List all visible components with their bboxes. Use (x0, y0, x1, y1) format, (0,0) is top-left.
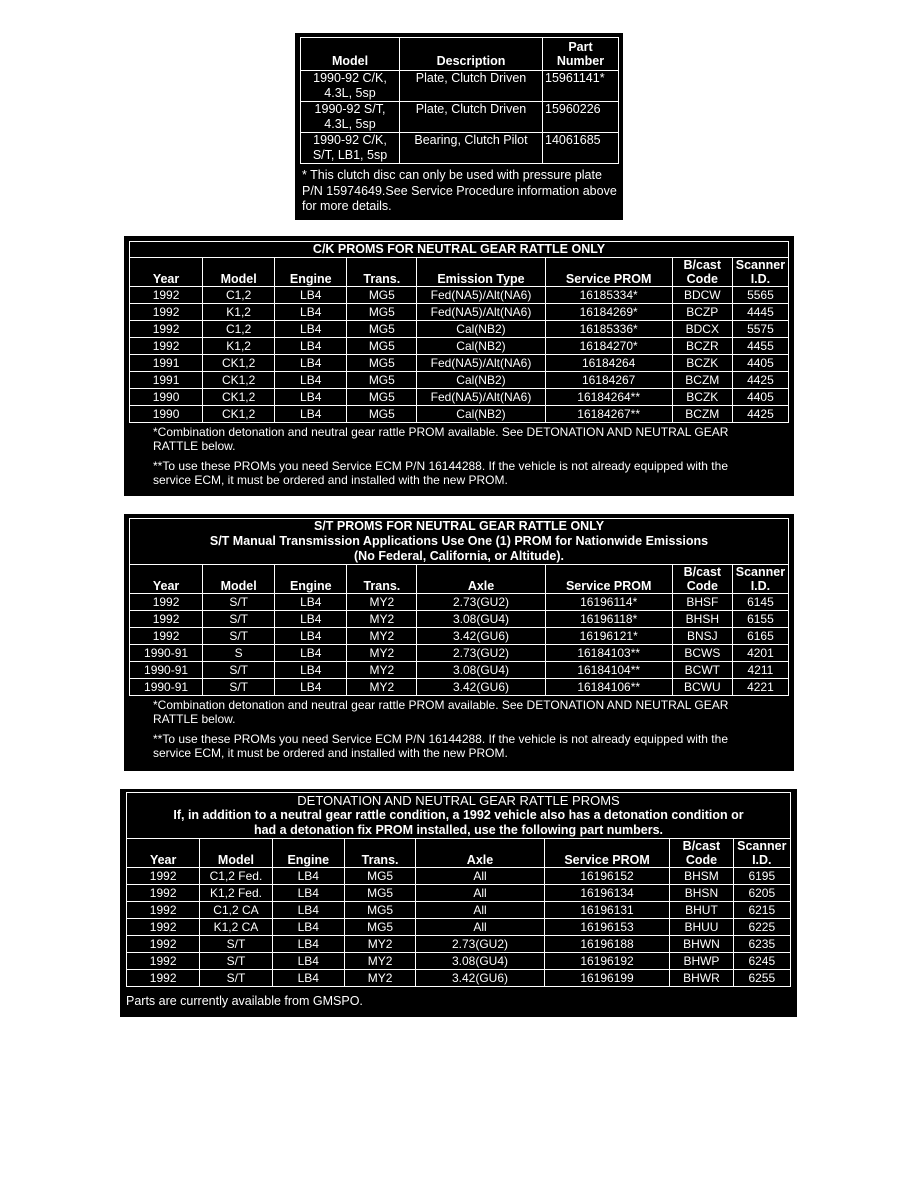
table-cell: MY2 (347, 645, 417, 662)
header-year: Year (127, 839, 200, 868)
table-cell: 1992 (127, 902, 200, 919)
table-cell: 1990-91 (130, 645, 203, 662)
table-row (130, 287, 789, 304)
table-cell: All (416, 902, 545, 919)
table-cell: BHUT (670, 902, 733, 919)
table-cell: LB4 (275, 372, 347, 389)
table-cell: 1990-92 C/K, S/T, LB1, 5sp (301, 133, 400, 164)
header-service-prom: Service PROM (545, 565, 672, 594)
table-cell: LB4 (275, 611, 347, 628)
table-cell: 1990 (130, 406, 203, 423)
table-row (130, 338, 789, 355)
table-cell: BCWS (672, 645, 732, 662)
table-cell: MG5 (344, 902, 415, 919)
clutch-note: * This clutch disc can only be used with pressure plate P/N 15974649.See Service Procedure information above for more details. (302, 168, 617, 213)
table-cell: 16196188 (544, 936, 670, 953)
clutch-parts-table (300, 37, 619, 164)
table-cell: 6225 (733, 919, 790, 936)
ck-proms-box (124, 236, 794, 496)
table-cell: LB4 (272, 953, 344, 970)
table-cell: K1,2 (203, 338, 275, 355)
table-cell: LB4 (272, 885, 344, 902)
table-cell: 6245 (733, 953, 790, 970)
clutch-header-row (301, 38, 619, 71)
table-cell: BHSM (670, 868, 733, 885)
table-cell: 16196131 (544, 902, 670, 919)
table-row (130, 321, 789, 338)
table-cell: 14061685 (543, 133, 619, 164)
header-engine: Engine (275, 565, 347, 594)
header-service-prom: Service PROM (545, 258, 672, 287)
ck-table-body (130, 287, 789, 423)
header-scanner-id: Scanner I.D. (732, 258, 788, 287)
table-row (301, 133, 619, 164)
table-cell: BDCW (672, 287, 732, 304)
table-cell: MG5 (344, 868, 415, 885)
table-cell: MY2 (344, 970, 415, 987)
header-scanner-id: Scanner I.D. (733, 839, 790, 868)
table-row (127, 885, 791, 902)
header-trans: Trans. (347, 258, 417, 287)
table-cell: 1992 (130, 338, 203, 355)
table-cell: LB4 (275, 304, 347, 321)
table-cell: 16185334* (545, 287, 672, 304)
table-cell: LB4 (275, 662, 347, 679)
table-cell: C1,2 (203, 321, 275, 338)
table-row (130, 611, 789, 628)
det-title-block (127, 793, 791, 839)
header-axle: Axle (417, 565, 545, 594)
table-cell: S (203, 645, 275, 662)
table-cell: 6215 (733, 902, 790, 919)
table-cell: MG5 (344, 885, 415, 902)
table-cell: 2.73(GU2) (417, 594, 545, 611)
table-cell: 16196153 (544, 919, 670, 936)
table-cell: 1990-92 C/K, 4.3L, 5sp (301, 71, 400, 102)
table-cell: Plate, Clutch Driven (400, 102, 543, 133)
table-cell: 4425 (732, 372, 788, 389)
table-cell: BCZK (672, 389, 732, 406)
table-cell: 3.08(GU4) (416, 953, 545, 970)
table-cell: LB4 (275, 645, 347, 662)
table-cell: 6145 (732, 594, 788, 611)
table-cell: 1992 (130, 321, 203, 338)
table-cell: BHSF (672, 594, 732, 611)
table-cell: All (416, 919, 545, 936)
ck-title: C/K PROMS FOR NEUTRAL GEAR RATTLE ONLY (130, 242, 789, 258)
table-cell: Cal(NB2) (417, 372, 545, 389)
header-engine: Engine (272, 839, 344, 868)
table-cell: MG5 (347, 321, 417, 338)
table-cell: C1,2 (203, 287, 275, 304)
header-year: Year (130, 565, 203, 594)
table-row (127, 936, 791, 953)
table-cell: MG5 (344, 919, 415, 936)
table-row (127, 970, 791, 987)
table-cell: MG5 (347, 304, 417, 321)
table-row (130, 662, 789, 679)
table-cell: 16196199 (544, 970, 670, 987)
table-cell: BCZM (672, 406, 732, 423)
table-cell: 16196134 (544, 885, 670, 902)
table-cell: 16184269* (545, 304, 672, 321)
table-cell: MG5 (347, 355, 417, 372)
clutch-table-body (301, 71, 619, 164)
table-cell: BCZK (672, 355, 732, 372)
table-cell: 6165 (732, 628, 788, 645)
table-cell: 16196152 (544, 868, 670, 885)
table-cell: Cal(NB2) (417, 338, 545, 355)
det-title: DETONATION AND NEUTRAL GEAR RATTLE PROMS (297, 793, 620, 808)
det-subtitle-1: If, in addition to a neutral gear rattle condition, a 1992 vehicle also has a detonation condition or (173, 808, 744, 822)
table-row (301, 102, 619, 133)
det-subtitle-2: had a detonation fix PROM installed, use the following part numbers. (253, 823, 664, 837)
clutch-parts-box (295, 33, 623, 220)
header-emission-type: Emission Type (417, 258, 545, 287)
table-cell: CK1,2 (203, 389, 275, 406)
table-cell: K1,2 (203, 304, 275, 321)
table-cell: LB4 (272, 902, 344, 919)
table-cell: 16196121* (545, 628, 672, 645)
table-cell: BHUU (670, 919, 733, 936)
table-cell: LB4 (275, 338, 347, 355)
table-cell: 1992 (130, 287, 203, 304)
table-cell: 1990-91 (130, 679, 203, 696)
table-cell: MY2 (347, 679, 417, 696)
ck-proms-table (129, 241, 789, 423)
table-cell: 16184264** (545, 389, 672, 406)
table-cell: Fed(NA5)/Alt(NA6) (417, 389, 545, 406)
table-cell: C1,2 Fed. (200, 868, 272, 885)
table-cell: BHWR (670, 970, 733, 987)
table-row (130, 645, 789, 662)
header-description: Description (400, 38, 543, 71)
table-cell: All (416, 868, 545, 885)
table-cell: LB4 (275, 287, 347, 304)
st-header-row (130, 565, 789, 594)
table-cell: 1992 (130, 611, 203, 628)
table-cell: 1990-92 S/T, 4.3L, 5sp (301, 102, 400, 133)
st-subtitle-2: (No Federal, California, or Altitude). (354, 549, 564, 563)
table-cell: 1992 (130, 628, 203, 645)
table-row (130, 594, 789, 611)
table-cell: BHWN (670, 936, 733, 953)
table-cell: LB4 (272, 919, 344, 936)
table-cell: S/T (203, 628, 275, 645)
table-cell: S/T (203, 594, 275, 611)
header-bcast-code: B/cast Code (672, 258, 732, 287)
table-cell: 1990 (130, 389, 203, 406)
table-cell: 1992 (127, 919, 200, 936)
table-cell: 1991 (130, 355, 203, 372)
header-year: Year (130, 258, 203, 287)
ck-header-row (130, 258, 789, 287)
table-cell: LB4 (275, 355, 347, 372)
table-cell: 16184267 (545, 372, 672, 389)
table-cell: Fed(NA5)/Alt(NA6) (417, 304, 545, 321)
table-cell: 16196118* (545, 611, 672, 628)
header-trans: Trans. (344, 839, 415, 868)
header-bcast-code: B/cast Code (672, 565, 732, 594)
table-cell: 1992 (130, 304, 203, 321)
header-scanner-id: Scanner I.D. (732, 565, 788, 594)
table-cell: 4425 (732, 406, 788, 423)
table-cell: 3.42(GU6) (416, 970, 545, 987)
table-cell: 1990-91 (130, 662, 203, 679)
table-cell: MY2 (344, 936, 415, 953)
table-row (127, 902, 791, 919)
st-note-1: *Combination detonation and neutral gear rattle PROM available. See DETONATION AND NEUTRAL GEAR RATTLE below. (153, 698, 729, 726)
table-cell: 16184270* (545, 338, 672, 355)
table-cell: 4445 (732, 304, 788, 321)
header-model: Model (203, 258, 275, 287)
table-row (127, 868, 791, 885)
table-row (130, 355, 789, 372)
table-cell: LB4 (272, 936, 344, 953)
table-cell: K1,2 Fed. (200, 885, 272, 902)
table-cell: 3.08(GU4) (417, 611, 545, 628)
table-row (130, 406, 789, 423)
table-row (130, 679, 789, 696)
availability-note: Parts are currently available from GMSPO. (126, 994, 363, 1008)
table-cell: 1992 (127, 936, 200, 953)
table-cell: S/T (203, 679, 275, 696)
table-cell: 16196114* (545, 594, 672, 611)
table-cell: 3.08(GU4) (417, 662, 545, 679)
st-proms-box (124, 514, 794, 771)
table-cell: 2.73(GU2) (417, 645, 545, 662)
table-cell: 6195 (733, 868, 790, 885)
st-proms-table (129, 518, 789, 696)
table-cell: 2.73(GU2) (416, 936, 545, 953)
table-cell: Plate, Clutch Driven (400, 71, 543, 102)
st-title: S/T PROMS FOR NEUTRAL GEAR RATTLE ONLY (313, 519, 605, 533)
table-cell: Fed(NA5)/Alt(NA6) (417, 355, 545, 372)
table-cell: MG5 (347, 389, 417, 406)
st-title-block (130, 519, 789, 565)
table-cell: 16184106** (545, 679, 672, 696)
table-cell: BCZP (672, 304, 732, 321)
table-cell: 16184103** (545, 645, 672, 662)
table-cell: All (416, 885, 545, 902)
table-cell: LB4 (275, 406, 347, 423)
table-cell: 4201 (732, 645, 788, 662)
header-part-number: Part Number (543, 38, 619, 71)
header-model: Model (301, 38, 400, 71)
table-cell: LB4 (275, 628, 347, 645)
table-cell: Fed(NA5)/Alt(NA6) (417, 287, 545, 304)
table-cell: Cal(NB2) (417, 321, 545, 338)
table-cell: 4405 (732, 355, 788, 372)
table-row (130, 628, 789, 645)
table-cell: BDCX (672, 321, 732, 338)
table-cell: MY2 (347, 594, 417, 611)
table-cell: 16184264 (545, 355, 672, 372)
table-cell: 5575 (732, 321, 788, 338)
ck-note-1: *Combination detonation and neutral gear rattle PROM available. See DETONATION AND NEUTRAL GEAR RATTLE below. (153, 425, 729, 453)
table-cell: MG5 (347, 406, 417, 423)
table-cell: S/T (203, 611, 275, 628)
table-cell: C1,2 CA (200, 902, 272, 919)
table-cell: 6205 (733, 885, 790, 902)
table-cell: 3.42(GU6) (417, 679, 545, 696)
table-cell: 4211 (732, 662, 788, 679)
table-cell: Bearing, Clutch Pilot (400, 133, 543, 164)
header-model: Model (203, 565, 275, 594)
table-cell: MG5 (347, 338, 417, 355)
header-engine: Engine (275, 258, 347, 287)
table-cell: BCZR (672, 338, 732, 355)
table-cell: LB4 (275, 321, 347, 338)
table-cell: 1992 (127, 885, 200, 902)
table-cell: 1992 (127, 868, 200, 885)
table-cell: 4405 (732, 389, 788, 406)
table-cell: K1,2 CA (200, 919, 272, 936)
table-cell: CK1,2 (203, 406, 275, 423)
table-cell: 1992 (127, 953, 200, 970)
table-cell: MG5 (347, 372, 417, 389)
table-cell: CK1,2 (203, 355, 275, 372)
table-row (130, 372, 789, 389)
table-cell: S/T (203, 662, 275, 679)
table-cell: 1991 (130, 372, 203, 389)
table-cell: 15961141* (543, 71, 619, 102)
table-cell: Cal(NB2) (417, 406, 545, 423)
header-axle: Axle (416, 839, 545, 868)
header-trans: Trans. (347, 565, 417, 594)
table-cell: S/T (200, 936, 272, 953)
table-cell: MY2 (347, 662, 417, 679)
table-cell: CK1,2 (203, 372, 275, 389)
header-service-prom: Service PROM (544, 839, 670, 868)
table-cell: 16196192 (544, 953, 670, 970)
table-row (130, 304, 789, 321)
table-cell: 15960226 (543, 102, 619, 133)
table-cell: MY2 (347, 611, 417, 628)
table-cell: 5565 (732, 287, 788, 304)
table-cell: BCWU (672, 679, 732, 696)
table-cell: BHSH (672, 611, 732, 628)
table-cell: S/T (200, 970, 272, 987)
table-row (301, 71, 619, 102)
table-cell: 1992 (127, 970, 200, 987)
table-cell: BNSJ (672, 628, 732, 645)
det-header-row (127, 839, 791, 868)
st-note-2: **To use these PROMs you need Service ECM P/N 16144288. If the vehicle is not already equipped with the service ECM, it must be ordered and installed with the new PROM. (153, 732, 728, 760)
table-cell: MG5 (347, 287, 417, 304)
st-subtitle-1: S/T Manual Transmission Applications Use One (1) PROM for Nationwide Emissions (209, 534, 709, 548)
detonation-proms-box (120, 789, 797, 1017)
table-cell: 4455 (732, 338, 788, 355)
header-bcast-code: B/cast Code (670, 839, 733, 868)
st-table-body (130, 594, 789, 696)
table-cell: LB4 (275, 389, 347, 406)
table-cell: S/T (200, 953, 272, 970)
table-row (127, 919, 791, 936)
table-cell: 4221 (732, 679, 788, 696)
table-cell: 6155 (732, 611, 788, 628)
table-cell: MY2 (347, 628, 417, 645)
table-cell: 6235 (733, 936, 790, 953)
detonation-proms-table (126, 792, 791, 987)
table-cell: 1992 (130, 594, 203, 611)
table-row (130, 389, 789, 406)
table-cell: LB4 (275, 594, 347, 611)
table-cell: 3.42(GU6) (417, 628, 545, 645)
table-cell: LB4 (275, 679, 347, 696)
det-table-body (127, 868, 791, 987)
table-cell: 16184104** (545, 662, 672, 679)
table-cell: BHSN (670, 885, 733, 902)
header-model: Model (200, 839, 272, 868)
table-row (127, 953, 791, 970)
table-cell: LB4 (272, 970, 344, 987)
table-cell: LB4 (272, 868, 344, 885)
table-cell: MY2 (344, 953, 415, 970)
table-cell: 6255 (733, 970, 790, 987)
ck-note-2: **To use these PROMs you need Service ECM P/N 16144288. If the vehicle is not already equipped with the service ECM, it must be ordered and installed with the new PROM. (153, 459, 728, 487)
table-cell: BCWT (672, 662, 732, 679)
table-cell: 16185336* (545, 321, 672, 338)
table-cell: 16184267** (545, 406, 672, 423)
table-cell: BCZM (672, 372, 732, 389)
table-cell: BHWP (670, 953, 733, 970)
